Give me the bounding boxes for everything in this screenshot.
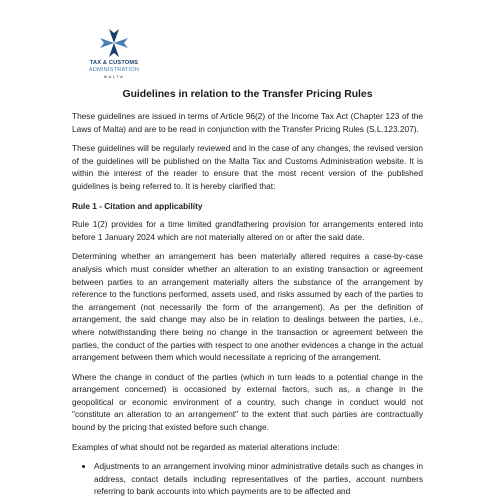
rule1-heading: Rule 1 - Citation and applicability [72,200,203,211]
examples-list [72,460,423,498]
logo-text-line3: MALTA [103,74,125,79]
rule1-paragraph: Rule 1(2) provides for a time limited grandfathering provision for arrangements entered into before 1 January 2024 which are not materially altered on or after the said date. [72,219,423,242]
document-body [72,89,423,498]
list-item: • Adjustments to an arrangement involving minor administrative details such as changes in address, contact details including representatives of the parties, account numbers referring to bank accounts into which payments are to be affected and [94,460,423,498]
tcam-logo [78,28,150,80]
intro-paragraph: These guidelines will be regularly reviewed and in the case of any changes, the revised version of the guidelines will be published on the Malta Tax and Customs Administration website. It is within the interest of the reader to ensure that the most recent version of the published guidelines is being referred to. It is hereby clarified that: [72,143,423,191]
document-title: Guidelines in relation to the Transfer Pricing Rules [122,89,373,100]
rule1-paragraph: Determining whether an arrangement has been materially altered requires a case-by-case analysis which must consider whether an alteration to an existing transaction or agreement between parties to an arrangement materially alters the substance of the arrangement by reference to the functions performed, assets used, and risks assumed by each of the parties to the arrangement (not necessarily the form of the arrangement). As per the definition of arrangement, the said change may also be in relation to dealings between the parties, i.e., where notwithstanding there being no change in the transaction or agreement between the parties, the conduct of the parties with respect to one another evidences a change in the actual arrangement between them which would necessitate a repricing of the arrangement. [72,251,423,363]
maltese-cross-icon [99,28,129,58]
logo-text-line2: ADMINISTRATION [88,67,140,73]
intro-paragraph: These guidelines are issued in terms of Article 96(2) of the Income Tax Act (Chapter 123 of the Laws of Malta) and are to be read in conjunction with the Transfer Pricing Rules (S.L.123.207). [72,111,423,134]
logo-text-line1: TAX & CUSTOMS [89,60,139,66]
rule1-paragraph: Where the change in conduct of the parties (which in turn leads to a potential change in the arrangement concerned) is occasioned by external factors, such as, a change in the geopolitical or economic environment of a country, such change in conduct would not "constitute an alteration to an arrangement" to the extent that such parties are contractually bound by the pricing that existed before such change. [72,371,423,433]
rule1-paragraph: Examples of what should not be regarded as material alterations include: [72,441,340,452]
